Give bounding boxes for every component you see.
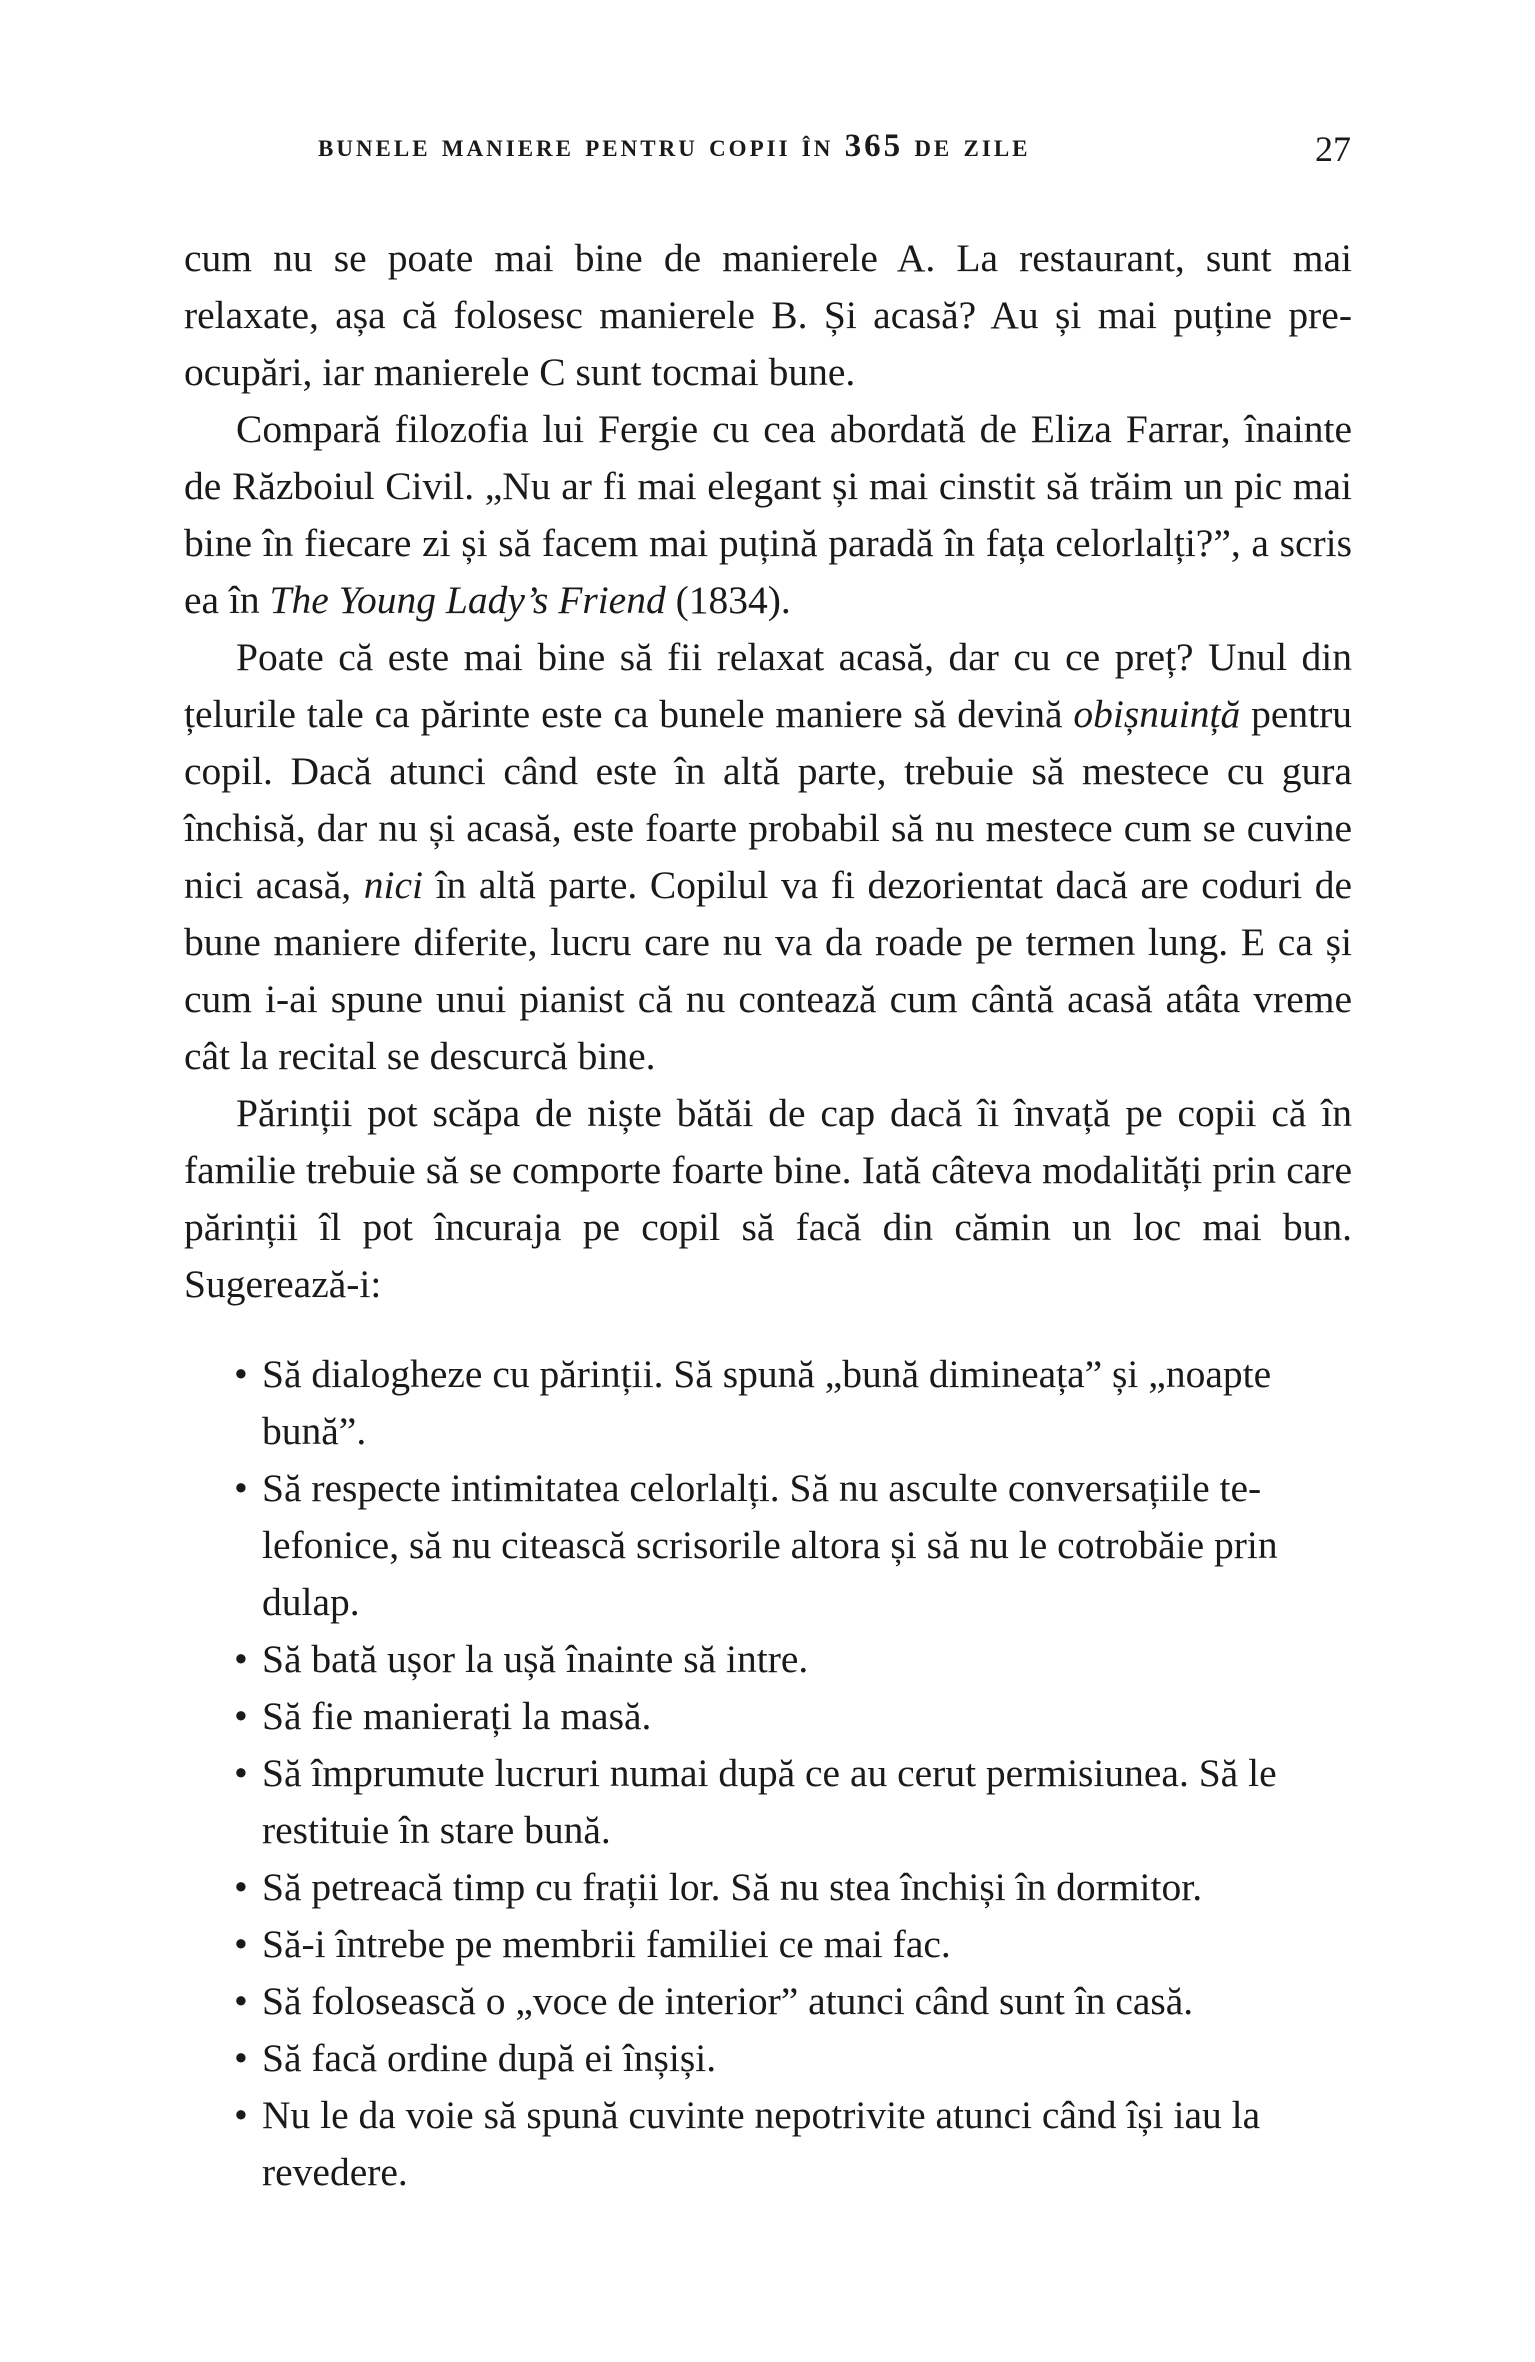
bullet-mark: • (234, 1979, 248, 2023)
bullet-mark: • (234, 1865, 248, 1909)
list-item-text: Să dialogheze cu părinții. Să spună „bună dimineața” și „noapte bună”. (262, 1352, 1272, 1453)
suggestions-list (236, 1346, 1352, 2201)
bullet-mark: • (234, 1466, 248, 1510)
bullet-mark: • (234, 1922, 248, 1966)
bullet-mark: • (234, 1352, 248, 1396)
running-head-title: bunele maniere pentru copii în 365 de zile (318, 128, 1031, 164)
list-item-text: Să împrumute lucruri numai după ce au cerut permisiunea. Să le restituie în stare bună. (262, 1751, 1277, 1852)
bullet-mark: • (234, 1637, 248, 1681)
paragraph-2-text-b: (1834). (665, 578, 791, 622)
paragraph-3 (184, 629, 1352, 1085)
list-item (236, 1688, 1352, 1745)
list-item (236, 1460, 1352, 1631)
book-title-italic: The Young Lady’s Friend (269, 578, 666, 622)
paragraph-2-text-a: Compară filozofia lui Fergie cu cea abordată de Eliza Farrar, înainte de Războiul Civil. „Nu ar fi mai elegant și mai cinstit să trăim un pic mai bine în fiecare zi și să facem mai puțină paradă în fața celorlalți?”, a scris ea în (184, 407, 1352, 622)
body-text (184, 230, 1352, 1313)
list-item-text: Să-i întrebe pe membrii familiei ce mai fac. (262, 1922, 951, 1966)
bullet-mark: • (234, 1694, 248, 1738)
list-item-text: Să bată ușor la ușă înainte să intre. (262, 1637, 809, 1681)
list-item (236, 2087, 1352, 2201)
list-item-text: Să facă ordine după ei înșiși. (262, 2036, 717, 2080)
list-item (236, 1631, 1352, 1688)
list-item (236, 1745, 1352, 1859)
paragraph-3-text-a: Poate că este mai bine să fii relaxat acasă, dar cu ce preț? Unul din țelurile tale ca părinte este ca bunele maniere să devină (184, 635, 1352, 736)
list-item (236, 1346, 1352, 1460)
list-item (236, 1973, 1352, 2030)
list-item (236, 2030, 1352, 2087)
bullet-mark: • (234, 1751, 248, 1795)
paragraph-2 (184, 401, 1352, 629)
paragraph-3-text-b: pentru copil. Dacă atunci când este în altă parte, trebuie să mestece cu gura închisă, dar nu și acasă, este foarte probabil să nu mestece cum se cuvine nici acasă, (184, 692, 1352, 907)
bullet-mark: • (234, 2093, 248, 2137)
page-number: 27 (1315, 129, 1351, 169)
list-item-text: Să petreacă timp cu frații lor. Să nu stea închiși în dormitor. (262, 1865, 1203, 1909)
emphasis-nici: nici (363, 863, 423, 907)
emphasis-obisnuinta: obișnuință (1073, 692, 1241, 736)
paragraph-3-text-c: în altă parte. Copilul va fi dezorientat dacă are coduri de bune maniere diferite, lucru care nu va da roade pe termen lung. E ca și cum i-ai spune unui pianist că nu contează cum cântă acasă atâta vreme cât la recital se descurcă bine. (184, 863, 1353, 1078)
list-item (236, 1916, 1352, 1973)
paragraph-4: Părinții pot scăpa de niște bătăi de cap dacă îi învață pe copii că în familie trebuie să se comporte foarte bine. Iată câteva modalități prin care părinții îl pot încuraja pe copil să facă din cămin un loc mai bun. Sugerează-i: (184, 1091, 1352, 1306)
list-item-text: Să respecte intimitatea celorlalți. Să nu asculte conversațiile telefonice, să nu citească scrisorile altora și să nu le cotrobăie prin dulap. (262, 1466, 1278, 1624)
list-item-text: Să fie manierați la masă. (262, 1694, 652, 1738)
bullet-mark: • (234, 2036, 248, 2080)
list-item (236, 1859, 1352, 1916)
list-item-text: Să folosească o „voce de interior” atunci când sunt în casă. (262, 1979, 1194, 2023)
paragraph-1: cum nu se poate mai bine de manierele A. La restaurant, sunt mai relaxate, așa că folosesc manierele B. Și acasă? Au și mai puține preocupări, iar manierele C sunt tocmai bune. (184, 236, 1352, 394)
list-item-text: Nu le da voie să spună cuvinte nepotrivite atunci când își iau la revedere. (262, 2093, 1261, 2194)
